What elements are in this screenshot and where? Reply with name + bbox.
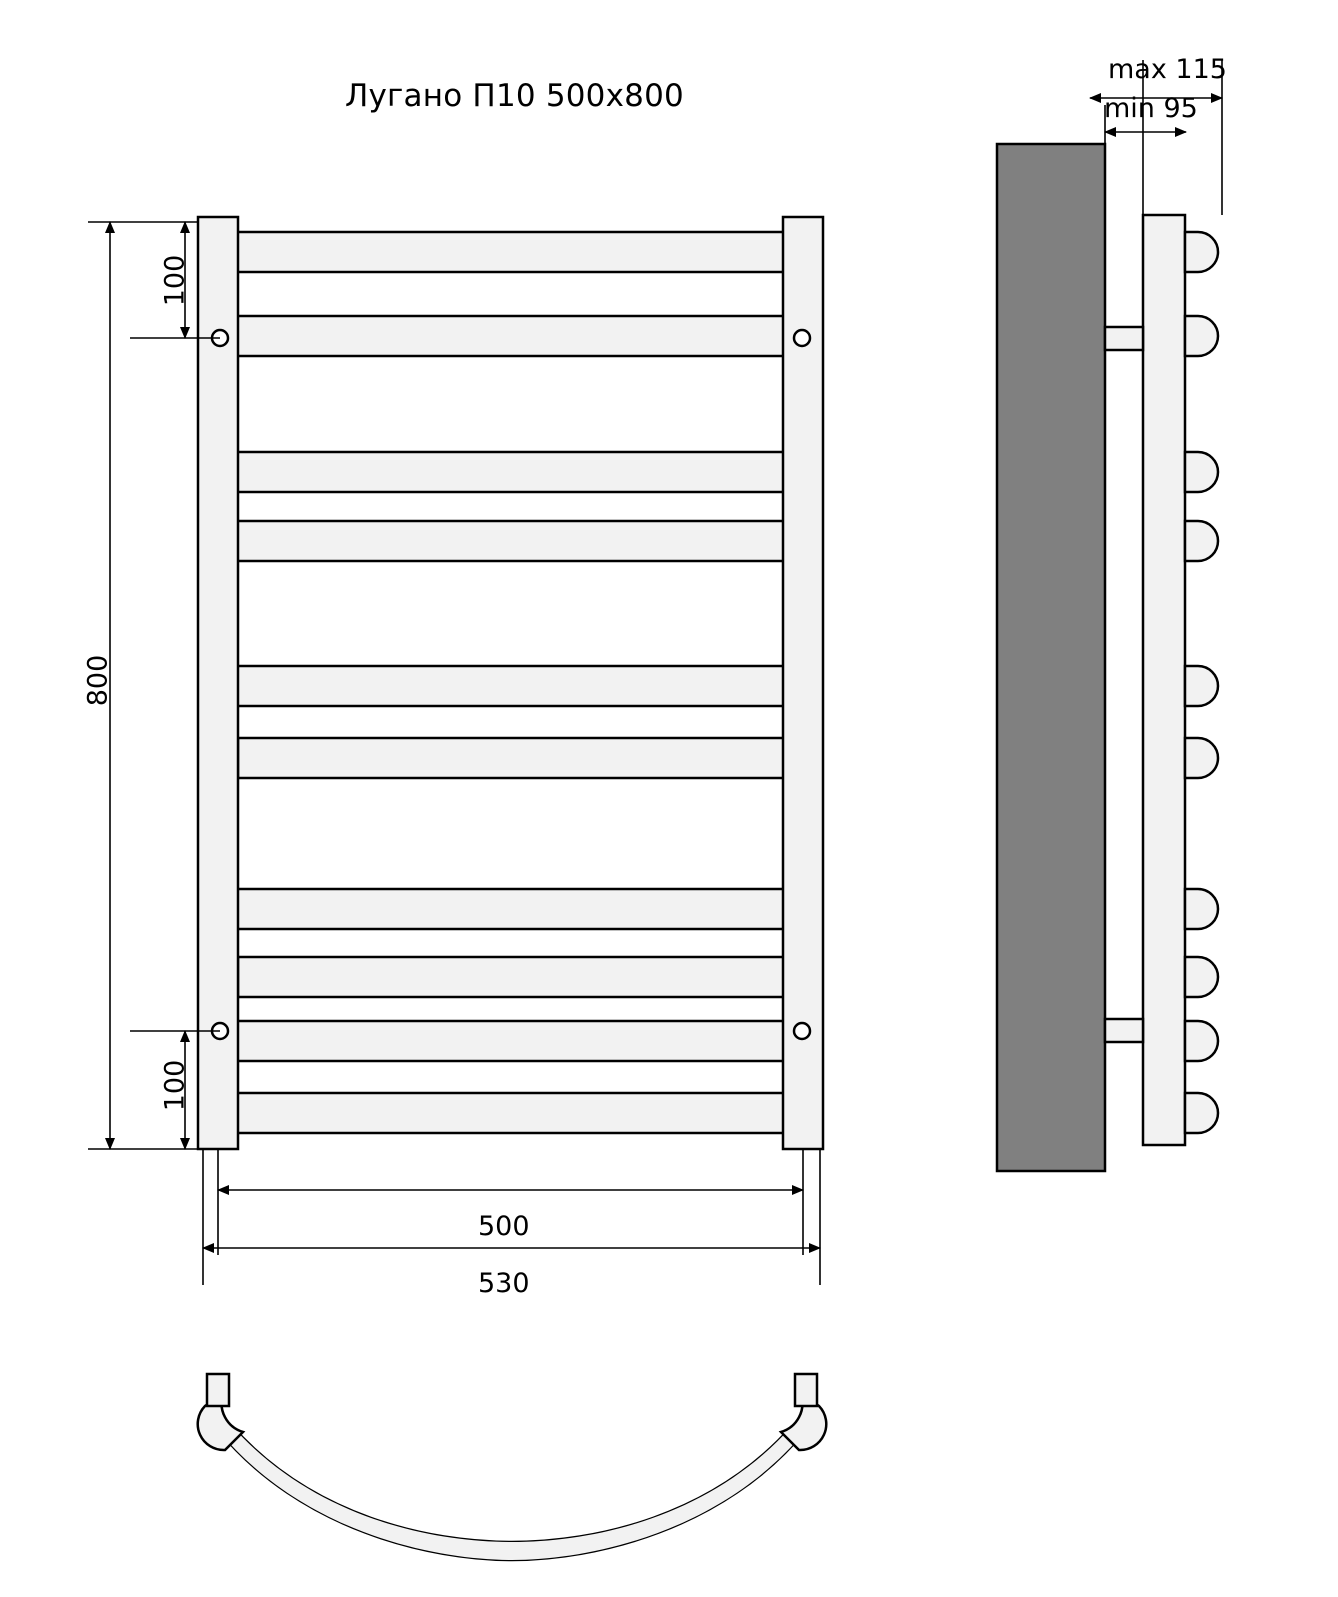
front-rails	[225, 232, 800, 1133]
side-rail-ends	[1185, 232, 1218, 1133]
dim-label-height-800: 800	[82, 654, 114, 707]
dim-label-min-95: min 95	[1104, 93, 1198, 124]
wall-block	[997, 144, 1105, 1171]
page-title: Лугано П10 500x800	[345, 78, 684, 114]
dim-label-bottom-100: 100	[159, 1059, 191, 1112]
dim-label-max-115: max 115	[1108, 54, 1227, 85]
dim-label-width-500: 500	[478, 1211, 530, 1242]
front-right-post	[783, 217, 823, 1149]
front-view-group	[88, 217, 823, 1285]
side-post	[1143, 215, 1185, 1145]
plan-end-fittings	[198, 1374, 827, 1450]
side-mount-brackets	[1105, 327, 1143, 1042]
plan-curve-view-group	[198, 1374, 827, 1560]
dim-label-width-530: 530	[478, 1268, 530, 1299]
side-view-group	[997, 60, 1222, 1171]
dim-label-top-100: 100	[159, 254, 191, 307]
front-left-post	[198, 217, 238, 1149]
